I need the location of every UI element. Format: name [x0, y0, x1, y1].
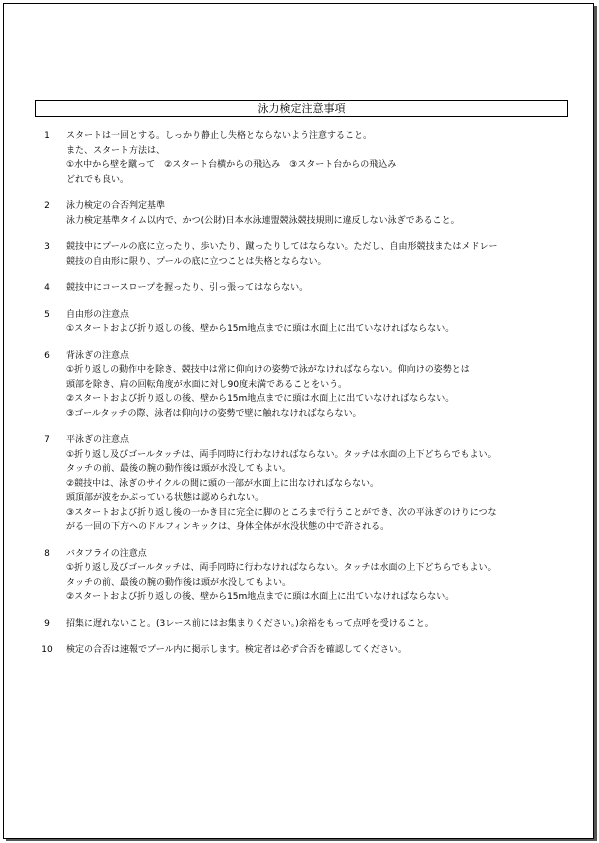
notice-item	[4, 617, 593, 632]
document-title: 泳力検定注意事項	[35, 100, 568, 117]
notice-item-line: タッチの前、最後の腕の動作後は頭が水没してもよい。	[66, 577, 292, 588]
notice-item-line: 競技の自由形に限り、プールの底に立つことは失格とならない。	[66, 256, 327, 267]
notice-item-line: ①折り返し及びゴールタッチは、両手同時に行わなければならない。タッチは水面の上下どちらでもよい。	[66, 449, 497, 460]
notice-item-line: ①スタートおよび折り返しの後、壁から15m地点までに頭は水面上に出ていなければならない。	[66, 324, 455, 334]
notice-item-line: ①水中から壁を蹴って ②スタート台横からの飛込み ③スタート台からの飛込み	[66, 160, 397, 170]
notice-item-line: スタートは一回とする。しっかり静止し失格とならないよう注意すること。	[66, 131, 373, 141]
notice-item-number: 7	[44, 435, 50, 445]
notice-item-line: ②競技中は、泳ぎのサイクルの間に頭の一部が水面上に出なければならない。	[66, 478, 379, 489]
notice-item-line: タッチの前、最後の腕の動作後は頭が水没してもよい。	[66, 464, 292, 474]
page-shadow-right	[594, 6, 597, 840]
notice-item-line: 泳力検定の合否判定基準	[66, 201, 166, 211]
notice-item-body	[66, 129, 593, 187]
notice-item-line: ①折り返しの動作中を除き、競技中は常に仰向けの姿勢で泳がなければならない。仰向けの姿勢とは	[66, 365, 470, 375]
notice-item-body	[66, 240, 593, 269]
notice-item-number: 9	[44, 618, 50, 629]
notice-item-line: 頭頂部が波をかぶっている状態は認められない。	[66, 493, 265, 503]
notice-item-line: 自由形の注意点	[66, 309, 130, 320]
notice-item-body	[66, 349, 593, 422]
notice-item	[4, 308, 593, 337]
notice-item-line: がる一回の下方へのドルフィンキックは、身体全体が水没状態の中で許される。	[66, 522, 390, 532]
notice-item-body	[66, 547, 593, 605]
notice-item	[4, 281, 593, 296]
notice-item-body	[66, 643, 593, 658]
notice-item-number: 5	[44, 309, 50, 320]
document-page	[3, 3, 594, 839]
notice-item-line: 平泳ぎの注意点	[66, 435, 130, 445]
notice-item-number: 6	[44, 350, 50, 361]
notice-item-number: 2	[44, 201, 50, 211]
notice-item-line: 競技中にコースロープを握ったり、引っ張ってはならない。	[66, 283, 309, 293]
notice-list	[4, 129, 593, 670]
notice-item-line: 競技中にプールの底に立ったり、歩いたり、蹴ったりしてはならない。ただし、自由形競技またはメドレー	[66, 242, 498, 252]
notice-item-line: 招集に遅れないこと。(3レース前にはお集まりください。)余裕をもって点呼を受けること。	[66, 618, 434, 629]
notice-item-line: 背泳ぎの注意点	[66, 350, 130, 361]
notice-item-line: ①折り返し及びゴールタッチは、両手同時に行わなければならない。タッチは水面の上下どちらでもよい。	[66, 563, 497, 573]
notice-item-line: ③スタートおよび折り返し後の一かき目に完全に脚のところまで行うことができ、次の平泳ぎのけりにつな	[66, 507, 497, 518]
notice-item-line: また、スタート方法は、	[66, 145, 166, 156]
notice-item-number: 4	[44, 283, 50, 293]
notice-item-line: どれでも良い。	[66, 174, 130, 185]
notice-item	[4, 129, 593, 187]
notice-item-body	[66, 308, 593, 337]
notice-item-number: 1	[44, 131, 50, 141]
notice-item	[4, 349, 593, 422]
notice-item-number: 3	[44, 242, 50, 252]
notice-item-line: 頭部を除き、肩の回転角度が水面に対し90度未満であることをいう。	[66, 379, 348, 390]
notice-item-line: 検定の合否は速報でプール内に掲示します。検定者は必ず合否を確認してください。	[66, 645, 407, 655]
notice-item-line: ②スタートおよび折り返しの後、壁から15m地点までに頭は水面上に出ていなければならない。	[66, 592, 455, 602]
notice-item-line: ③ゴールタッチの際、泳者は仰向けの姿勢で壁に触れなければならない。	[66, 408, 362, 419]
notice-item	[4, 240, 593, 269]
notice-item-number: 10	[41, 645, 53, 655]
notice-item-number: 8	[44, 548, 50, 559]
notice-item-body	[66, 281, 593, 296]
notice-item	[4, 643, 593, 658]
notice-item	[4, 547, 593, 605]
notice-item	[4, 433, 593, 535]
notice-item-line: 泳力検定基準タイム以内で、かつ(公財)日本水泳連盟競泳競技規則に違反しない泳ぎであること。	[66, 215, 460, 226]
notice-item-body	[66, 617, 593, 632]
notice-item	[4, 199, 593, 228]
notice-item-line: バタフライの注意点	[66, 548, 147, 559]
notice-item-body	[66, 199, 593, 228]
notice-item-line: ②スタートおよび折り返しの後、壁から15m地点までに頭は水面上に出ていなければならない。	[66, 394, 455, 404]
notice-item-body	[66, 433, 593, 535]
